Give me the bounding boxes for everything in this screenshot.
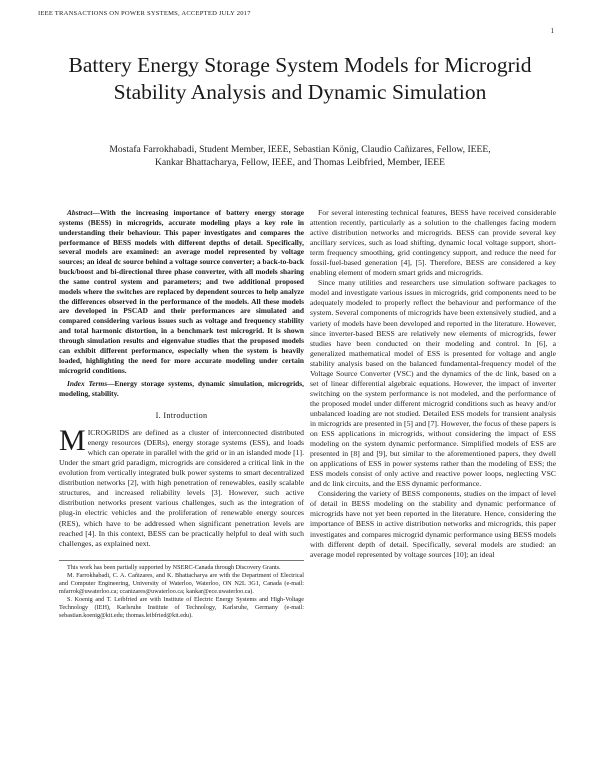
abstract-text: —With the increasing importance of battery energy storage systems (BESS) in microgrids, accurate modeling plays a key role in understanding their behaviour. This paper investigates and compares the performance of BESS models with different depths of detail. Specifically, several models are examined: an average model represented by voltage sources; an ideal dc source behind a voltage source converter; a back-to-back buck/boost and bi-directional three phase converter, with all models sharing the same control system and parameters; and two additional proposed models where the switches are replaced by dependent sources to help analyze the differences observed in the performance of the models. All these models are developed in PSCAD and their performances are simulated and compared considering various issues such as voltage and frequency stability and total harmonic distortion, in a benchmark test microgrid. It is shown through simulation results and eigenvalue studies that the proposed models can exhibit different performance, especially when the system is heavily loaded, highlighting the need for more accurate modeling under certain microgrid conditions. — [59, 208, 304, 375]
author-line-2: Kankar Bhattacharya, Fellow, IEEE, and Thomas Leibfried, Member, IEEE — [155, 157, 445, 169]
footnotes — [59, 560, 304, 621]
section-heading-introduction: I. Introduction — [155, 411, 208, 421]
author-list — [40, 143, 560, 170]
introduction-paragraph — [59, 424, 304, 549]
abstract — [59, 208, 304, 375]
drop-cap: M — [59, 424, 86, 458]
index-terms — [59, 379, 304, 399]
abstract-label: Abstract — [67, 208, 93, 217]
body-paragraph-3: Considering the variety of BESS components, studies on the impact of level of detail in BESS modeling on the stability and dynamic performance of microgrids have not yet been reported in the literature. Hence, considering the importance of BESS in active distribution networks and microgrids, this paper investigates and compares microgrid dynamic performance using BESS models with different depth of detail. Specifically, several models are studied: an average model represented by voltage sources [10]; an ideal — [310, 489, 556, 559]
footnote-funding: This work has been partially supported by NSERC-Canada through Discovery Grants. — [67, 563, 281, 571]
left-column — [59, 208, 304, 620]
right-column — [310, 208, 556, 560]
intro-lead-caps: ICROGRIDS — [87, 428, 130, 438]
index-terms-text: —Energy storage systems, dynamic simulation, microgrids, modeling, stability. — [59, 379, 304, 399]
body-paragraph-2: Since many utilities and researchers use simulation software packages to model and investigate various issues in microgrids, grid components need to be adequately modeled to properly reflect the behaviour and performance of the system. Several components of microgrids have been extensively studied, and a variety of models have been developed and reported in the literature. However, since inverter-based BESS are relatively new elements of microgrids, fewer studies have been conducted on their modeling and control. In [6], a generalized mathematical model of ESS is presented for voltage and angle stability analysis based on the balanced fundamental-frequency model of the Voltage Source Converter (VSC) and the dynamics of the dc link, based on a set of linear differential algebraic equations. However, the impact of inverter switching on the system performance is not modeled, and the performance of the proposed model under different microgrid conditions such as heavy and/or unbalanced loading are not studied. Detailed ESS models for transient analysis in microgrids are presented in [5] and [7]. However, the focus of these papers is on ESS applications in microgrids, without considering the impact of ESS modeling on the system dynamic performance. Simplified models of ESS are presented in [8] and [9], but similar to the aforementioned papers, they dwell on applications of ESS in power systems rather than the modeling of ESS; the ESS models consist of only active and reactive power loops, neglecting VSC and dc link circuits, and the ESS dynamic performance. — [310, 278, 556, 489]
footnote-affiliation-waterloo: M. Farrokhabadi, C. A. Cañizares, and K. Bhattacharya are with the Department of Electrical and Computer Engineering, University of Waterloo, Waterloo, ON N2L 3G1, Canada (e-mail: mfarrok@uwaterloo.ca; ccanizares@uwaterloo.ca; kankar@ece.uwaterloo.ca). — [59, 571, 304, 595]
author-line-1: Mostafa Farrokhabadi, Student Member, IEEE, Sebastian König, Claudio Cañizares, Fellow, IEEE, — [109, 144, 491, 155]
page-number: 1 — [550, 27, 554, 35]
body-paragraph-1: For several interesting technical features, BESS have received considerable attention recently, particularly as a solution to the challenges facing modern active distribution networks and microgrids. BESS can provide several key ancillary services, such as load shifting, dynamic local voltage support, short-term frequency smoothing, grid contingency support, and reduce the need for fossil-fuel-based generation [4], [5]. Therefore, BESS are considered a key enabling element of modern smart grids and microgrids. — [310, 208, 556, 278]
running-head: IEEE TRANSACTIONS ON POWER SYSTEMS, ACCEPTED JULY 2017 — [38, 10, 251, 17]
footnote-affiliation-kit: S. Koenig and T. Leibfried are with Institute of Electric Energy Systems and High-Voltage Technology (IEH), Karlsruhe Institute of Technology, Karlsruhe, Germany (e-mail: sebastian.koenig@kit.edu; thomas.leibfried@kit.edu). — [59, 596, 304, 620]
intro-text: are defined as a cluster of interconnected distributed energy resources (DERs), energy storage systems (ESS), and loads which can operate in parallel with the grid or in an islanded mode [1]. Under the smart grid paradigm, microgrids are considered a critical link in the evolution from vertically integrated bulk power systems to smart decentralized distribution networks [2], with high penetration of renewables, easily scalable structures, and increased reliability levels [3]. However, such active distribution networks present various challenges, such as the integration of plug-in electric vehicles and the proliferation of renewable energy sources (RES), which have to be addressed when significant penetration levels are reached [4]. In this context, BESS can be practically helpful to deal with such challenges, as explained next. — [59, 428, 304, 548]
paper-title: Battery Energy Storage System Models for Microgrid Stability Analysis and Dynamic Simulation — [68, 53, 532, 104]
index-terms-label: Index Terms — [67, 379, 108, 389]
